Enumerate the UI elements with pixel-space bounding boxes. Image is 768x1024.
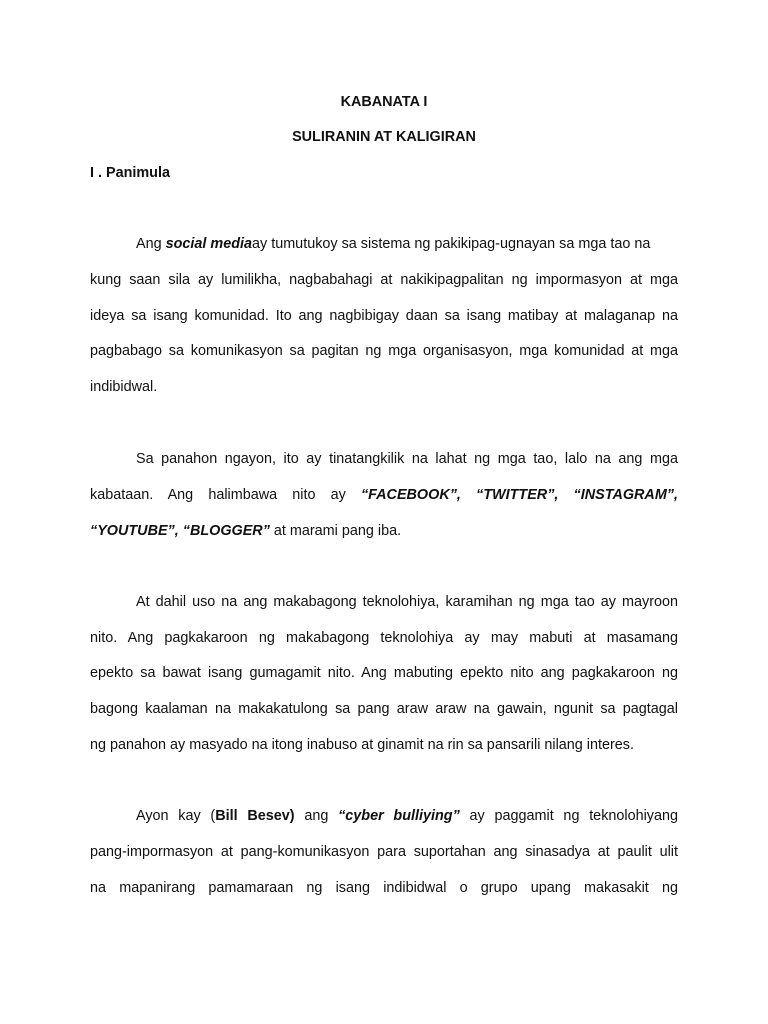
paragraph-line: pagbabago sa komunikasyon sa pagitan ng mga organisasyon, mga komunidad at mga <box>90 343 678 359</box>
paragraph-line: na mapanirang pamamaraan ng isang indibidwal o grupo upang makasakit ng <box>90 880 678 896</box>
paragraph-line: At dahil uso na ang makabagong teknolohiya, karamihan ng mga tao ay mayroon <box>136 594 678 610</box>
chapter-title: KABANATA I <box>340 94 428 110</box>
paragraph-line: pang-impormasyon at pang-komunikasyon para suportahan ang sinasadya at paulit ulit <box>90 844 678 860</box>
chapter-subtitle: SULIRANIN AT KALIGIRAN <box>292 129 476 145</box>
paragraph-line: ng panahon ay masyado na itong inabuso at ginamit na rin sa pansarili nilang interes. <box>90 737 634 753</box>
cited-author: Bill Besev) <box>215 808 295 824</box>
paragraph-line <box>90 522 678 540</box>
emphasized-term: “cyber bulliying” <box>338 808 460 824</box>
paragraph-line: Sa panahon ngayon, ito ay tinatangkilik na lahat ng mga tao, lalo na ang mga <box>136 451 678 467</box>
paragraph-line: ideya sa isang komunidad. Ito ang nagbibigay daan sa isang matibay at malaganap na <box>90 308 678 324</box>
paragraph-line: bagong kaalaman na makakatulong sa pang araw araw na gawain, ngunit sa pagtagal <box>90 701 678 717</box>
paragraph-line <box>90 235 678 253</box>
text-run: kabataan. Ang halimbawa nito ay <box>90 487 361 503</box>
emphasized-term: “YOUTUBE”, “BLOGGER” <box>90 523 270 539</box>
text-run: ay tumutukoy sa sistema ng pakikipag-ugnayan sa mga tao na <box>252 236 651 252</box>
paragraph-line <box>90 807 678 825</box>
paragraph-line: epekto sa bawat isang gumagamit nito. Ang mabuting epekto nito ang pagkakaroon ng <box>90 665 678 681</box>
emphasized-term: social media <box>165 236 252 252</box>
emphasized-term: “FACEBOOK”, “TWITTER”, “INSTAGRAM”, <box>360 487 678 503</box>
section-title: I . Panimula <box>90 165 170 181</box>
text-run: ang <box>294 808 339 824</box>
paragraph-line <box>90 486 678 504</box>
text-run: at marami pang iba. <box>269 523 402 539</box>
paragraph-line: kung saan sila ay lumilikha, nagbabahagi at nakikipagpalitan ng impormasyon at mga <box>90 272 678 288</box>
text-run: Ang <box>136 236 166 252</box>
text-run: Ayon kay ( <box>136 808 216 824</box>
text-run: ay paggamit ng teknolohiyang <box>459 808 678 824</box>
paragraph-line: indibidwal. <box>90 379 158 395</box>
paragraph-line: nito. Ang pagkakaroon ng makabagong teknolohiya ay may mabuti at masamang <box>90 630 678 646</box>
